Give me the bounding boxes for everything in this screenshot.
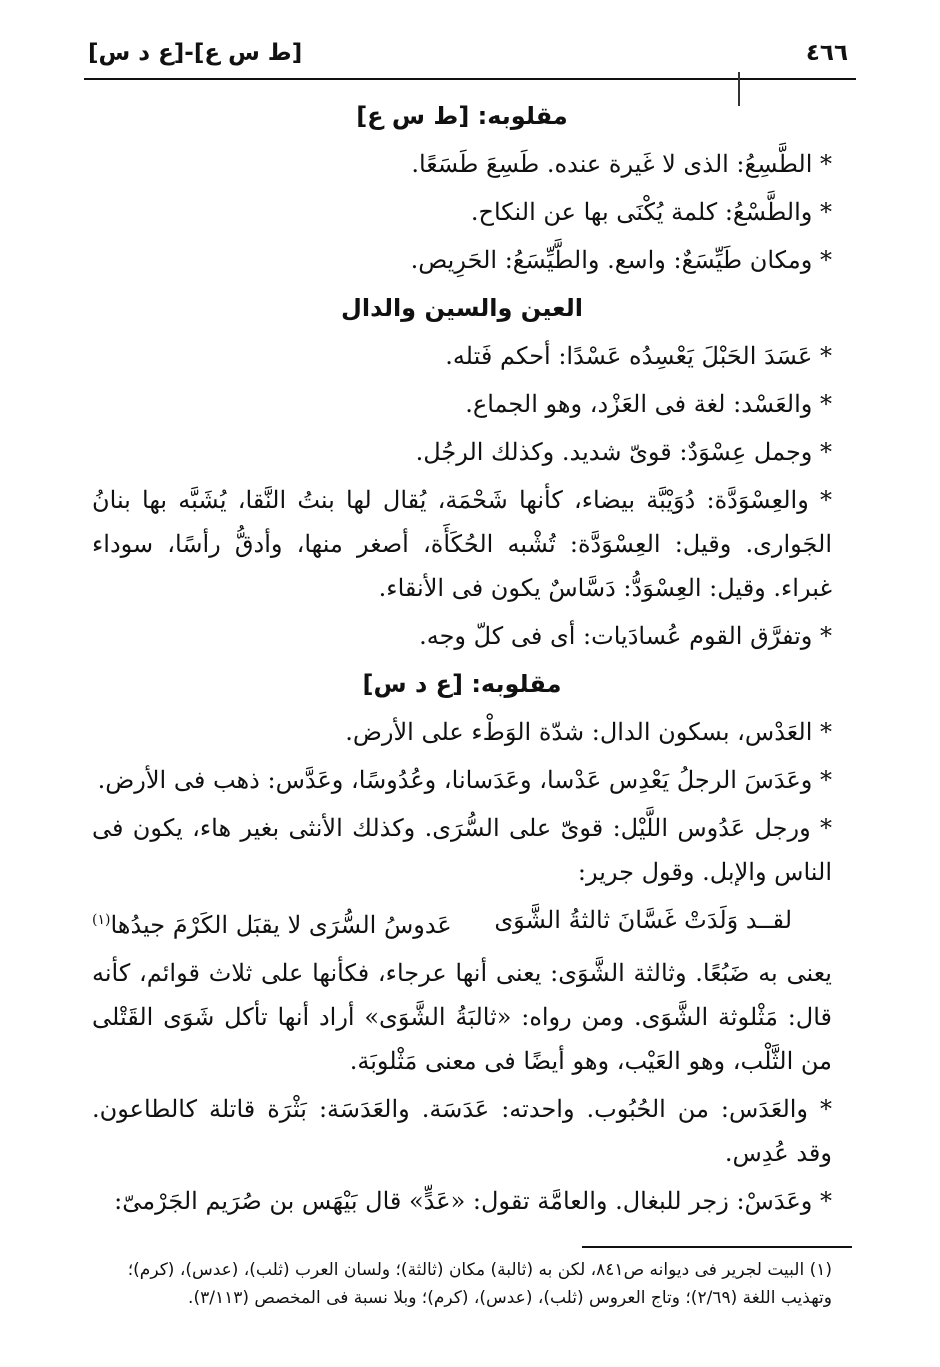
section-heading: مقلوبه: [ط س ع] bbox=[356, 102, 568, 130]
running-head: [ط س ع]-[ع د س] bbox=[88, 40, 303, 66]
page-number: ٤٦٦ bbox=[805, 40, 848, 66]
verse-first-hemistich: لقــد وَلَدَتْ غَسَّانَ ثالثةُ الشَّوَى bbox=[494, 906, 792, 934]
footnote: (١) البيت لجرير فى ديوانه ص٨٤١، لكن به (ثالبة) مكان (ثالثة)؛ ولسان العرب (ثلب)، (عدس)، (كرم)؛ وتهذيب اللغة (٢/٦٩)؛ وتاج العروس (ثلب)، (عدس)، (كرم)؛ وبلا نسبة فى المخصص (٣/١١٣). bbox=[127, 1260, 832, 1308]
entry: * والعَدَس: من الحُبُوب. واحدته: عَدَسَة. والعَدَسَة: بَثْرَة قاتلة كالطاعون. وقد عُدِس. bbox=[92, 1095, 832, 1167]
footnote-reference: (١) bbox=[92, 912, 111, 928]
entry: يعنى به ضَبُعًا. وثالثة الشَّوَى: يعنى أنها عرجاء، فكأنها على ثلاث قوائم، كأنه قال: مَثْلوثة الشَّوَى. ومن رواه: «ثالبَةُ الشَّوَى» أراد أنها تأكل شَوَى القَتْلى من الثَّلْب، وهو العَيْب، وهو أيضًا فى معنى مَثْلوبَة. bbox=[92, 959, 833, 1075]
entry: * وعَدَسَ الرجلُ يَعْدِس عَدْسا، وعَدَسانا، وعُدُوسًا، وعَدَّس: ذهب فى الأرض. bbox=[97, 766, 832, 794]
footnote-rule bbox=[582, 1246, 852, 1248]
entry: * ورجل عَدُوس اللَّيْل: قوىّ على السُّرَى. وكذلك الأنثى بغير هاء، يكون فى الناس والإبل. وقول جرير: bbox=[92, 814, 832, 886]
main-text bbox=[92, 92, 832, 1227]
header-rule bbox=[84, 78, 856, 80]
section-heading: مقلوبه: [ع د س] bbox=[362, 670, 562, 698]
entry: * الطَّسِعُ: الذى لا غَيرة عنده. طَسِعَ طَسَعًا. bbox=[411, 150, 832, 178]
entry: * والعِسْوَدَّة: دُوَيْبَّة بيضاء، كأنها شَحْمَة، يُقال لها بنتُ النَّقا، يُشَبَّه بها بنانُ الجَوارى. وقيل: العِسْوَدَّة: تُشْبه الحُكَأَة، أصغر منها، وأدقُّ رأسًا، سوداء غبراء. وقيل: العِسْوَدُّ: دَسَّاسٌ يكون فى الأنقاء. bbox=[92, 486, 832, 602]
entry: * والعَسْد: لغة فى العَزْد، وهو الجماع. bbox=[465, 390, 832, 418]
entry: * وتفرَّق القوم عُسادَيات: أى فى كلّ وجه. bbox=[419, 622, 832, 650]
poetry-verse bbox=[92, 898, 832, 947]
entry: * وجمل عِسْوَدٌ: قوىّ شديد. وكذلك الرجُل. bbox=[415, 438, 832, 466]
entry: * وعَدَسْ: زجر للبغال. والعامَّة تقول: «عَدٍّ» قال بَيْهَس بن صُرَيم الجَرْمىّ: bbox=[114, 1187, 832, 1215]
footnotes bbox=[92, 1256, 832, 1312]
section-heading: العين والسين والدال bbox=[341, 294, 583, 322]
entry: * العَدْس، بسكون الدال: شدّة الوَطْء على الأرض. bbox=[345, 718, 832, 746]
entry: * والطَّسْعُ: كلمة يُكْنَى بها عن النكاح. bbox=[470, 198, 832, 226]
verse-second-hemistich bbox=[92, 898, 452, 947]
entry: * ومكان طَيِّسَعٌ: واسع. والطَّيِّسَعُ: الحَرِيص. bbox=[410, 246, 832, 274]
entry: * عَسَدَ الحَبْلَ يَعْسِدُه عَسْدًا: أحكم فَتله. bbox=[445, 342, 832, 370]
verse-second-text: عَدوسُ السُّرَى لا يقبَل الكَرْمَ جيدُها bbox=[110, 911, 452, 939]
